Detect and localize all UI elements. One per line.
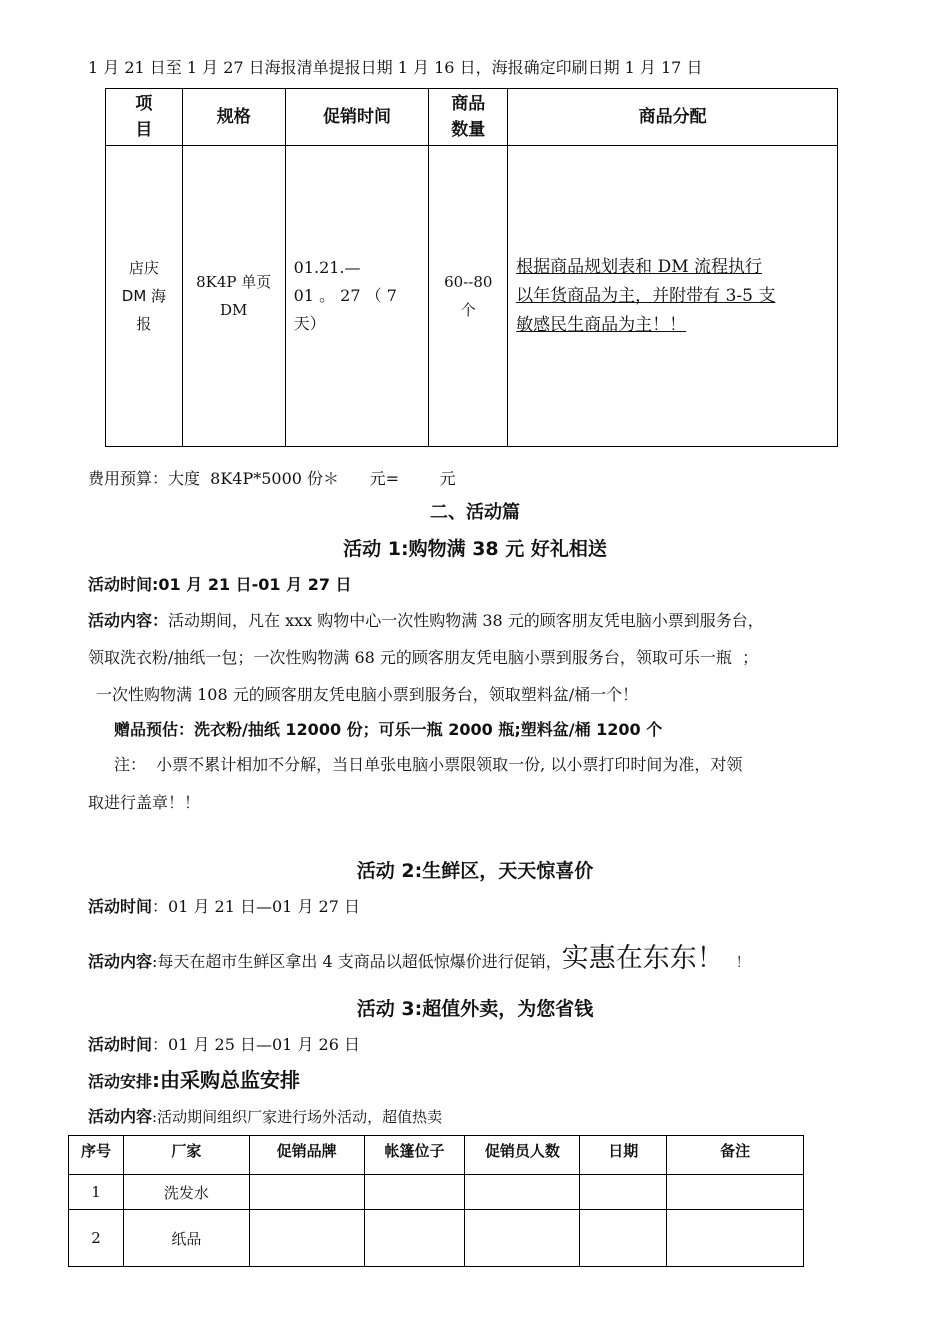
- vendor-cell-index: 2: [69, 1210, 124, 1267]
- activity2-title: 活动 2:生鲜区，天天惊喜价: [356, 860, 594, 882]
- activity3-title: 活动 3:超值外卖，为您省钱: [356, 998, 594, 1020]
- activity1-time: [88, 572, 352, 595]
- vendor-cell-date: [580, 1210, 667, 1267]
- vendor-header-note: 备注: [667, 1136, 804, 1175]
- activity3-time-label: 活动时间: [88, 1035, 153, 1054]
- vendor-cell-vendor: 洗发水: [123, 1175, 249, 1210]
- activity2-time-value: ：01 月 21 日—01 月 27 日: [152, 897, 360, 916]
- vendor-header-tent: 帐篷位子: [364, 1136, 465, 1175]
- activity3-content: [88, 1104, 442, 1127]
- activity1-gift-estimate: 赠品预估：洗衣粉/抽纸 12000 份；可乐一瓶 2000 瓶;塑料盆/桶 1200 个: [114, 720, 663, 739]
- cell-spec: 8K4P 单页 DM: [182, 146, 285, 447]
- poster-table-row: [106, 146, 838, 447]
- section-title: 二、活动篇: [430, 502, 520, 523]
- activity3-arrange: [88, 1064, 300, 1093]
- header-time: 促销时间: [285, 89, 429, 146]
- activity2-content-value: :每天在超市生鲜区拿出 4 支商品以超低惊爆价进行促销，: [152, 952, 562, 971]
- activity1-time-label: 活动时间:: [88, 575, 159, 594]
- activity1-content-line3: 一次性购物满 108 元的顾客朋友凭电脑小票到服务台，领取塑料盆/桶一个！: [96, 685, 639, 704]
- vendor-cell-note: [667, 1210, 804, 1267]
- vendor-cell-staff: [465, 1210, 580, 1267]
- vendor-cell-date: [580, 1175, 667, 1210]
- cell-time: 01.21.— 01 。 27 （ 7 天）: [285, 146, 429, 447]
- vendor-header-vendor: 厂家: [123, 1136, 249, 1175]
- activity1-content-line2: 领取洗衣粉/抽纸一包；一次性购物满 68 元的顾客朋友凭电脑小票到服务台，领取可乐一瓶 ；: [88, 648, 759, 667]
- vendor-cell-note: [667, 1175, 804, 1210]
- activity1-content-line1: [88, 608, 764, 631]
- vendor-header-date: 日期: [580, 1136, 667, 1175]
- vendor-table-header-row: [69, 1136, 804, 1175]
- vendor-header-brand: 促销品牌: [249, 1136, 364, 1175]
- vendor-cell-staff: [465, 1175, 580, 1210]
- activity2-content-big: 实惠在东东！: [561, 943, 724, 974]
- poster-table: [105, 88, 838, 447]
- activity1-content-text1: 活动期间，凡在 xxx 购物中心一次性购物满 38 元的顾客朋友凭电脑小票到服务台，: [168, 611, 764, 630]
- cell-item: 店庆 DM 海 报: [106, 146, 183, 447]
- vendor-cell-brand: [249, 1210, 364, 1267]
- vendor-table: [68, 1135, 804, 1267]
- header-alloc: 商品分配: [508, 89, 838, 146]
- activity1-content-label: 活动内容：: [88, 611, 169, 630]
- vendor-cell-index: 1: [69, 1175, 124, 1210]
- vendor-cell-tent: [364, 1210, 465, 1267]
- cell-qty: 60--80 个: [429, 146, 508, 447]
- activity3-arrange-value: :由采购总监安排: [152, 1068, 301, 1092]
- activity3-arrange-label: 活动安排: [88, 1072, 153, 1091]
- cell-alloc: [508, 146, 838, 447]
- table-row: [69, 1210, 804, 1267]
- alloc-line-2: 以年货商品为主，并附带有 3-5 支: [516, 285, 776, 306]
- vendor-cell-vendor: 纸品: [123, 1210, 249, 1267]
- budget-text: 费用预算：大度 8K4P*5000 份＊ 元= 元: [88, 469, 456, 488]
- activity2-content-label: 活动内容: [88, 952, 153, 971]
- vendor-header-staff: 促销员人数: [465, 1136, 580, 1175]
- activity3-content-value: :活动期间组织厂家进行场外活动，超值热卖: [152, 1108, 443, 1126]
- activity2-content: [88, 936, 750, 975]
- activity1-title: 活动 1:购物满 38 元 好礼相送: [343, 538, 607, 560]
- vendor-cell-brand: [249, 1175, 364, 1210]
- activity1-time-value: 01 月 21 日-01 月 27 日: [158, 575, 352, 594]
- activity2-time-label: 活动时间: [88, 897, 153, 916]
- activity2-time: [88, 894, 360, 917]
- activity1-note-line2: 取进行盖章！！: [88, 793, 201, 812]
- activity3-content-label: 活动内容: [88, 1107, 153, 1126]
- vendor-header-index: 序号: [69, 1136, 124, 1175]
- header-item: 项 目: [106, 89, 183, 146]
- alloc-line-1: 根据商品规划表和 DM 流程执行: [516, 256, 763, 277]
- activity3-time-value: ：01 月 25 日—01 月 26 日: [152, 1035, 360, 1054]
- activity3-time: [88, 1032, 360, 1055]
- header-spec: 规格: [182, 89, 285, 146]
- poster-table-header-row: [106, 89, 838, 146]
- table-row: [69, 1175, 804, 1210]
- alloc-line-3: 敏感民生商品为主！！: [516, 314, 687, 335]
- activity1-note-line1: 注： 小票不累计相加不分解，当日单张电脑小票限领取一份, 以小票打印时间为准，对领: [114, 755, 743, 774]
- activity2-content-tail: ！: [735, 955, 750, 971]
- header-qty: 商品 数量: [429, 89, 508, 146]
- vendor-cell-tent: [364, 1175, 465, 1210]
- intro-text: 1 月 21 日至 1 月 27 日海报清单提报日期 1 月 16 日，海报确定印刷日期 1 月 17 日: [88, 58, 703, 77]
